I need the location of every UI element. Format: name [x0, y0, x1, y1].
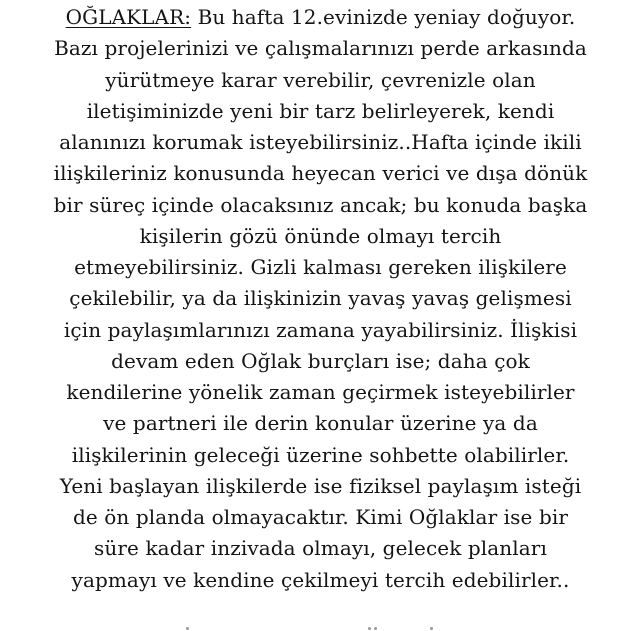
article-line: için paylaşımlarınızı zamana yayabilirsiniz. İlişkisi [63, 317, 578, 342]
article-line: çekilebilir, ya da ilişkinizin yavaş yavaş gelişmesi [69, 286, 572, 311]
article-line: bir süreç içinde olacaksınız ancak; bu konuda başka [53, 192, 588, 217]
sign-heading: OĞLAKLAR: [65, 5, 192, 29]
article-line: etmeyebilirsiniz. Gizli kalması gereken ilişkilere [74, 255, 567, 279]
article-line: alanınızı korumak isteyebilirsiniz..Hafta içinde ikili [59, 130, 582, 154]
article-line: de ön planda olmayacaktır. Kimi Oğlaklar ise bir [72, 505, 568, 529]
horoscope-article [0, 2, 641, 596]
article-line: iletişiminizde yeni bir tarz belirleyerek, kendi [86, 98, 555, 123]
article-line-1 [0, 2, 641, 33]
article-line: yürütmeye karar verebilir, çevrenizle olan [105, 67, 536, 92]
article-line: ve partneri ile derin konular üzerine ya da [103, 411, 538, 436]
article-line: Yeni başlayan ilişkilerde ise fiziksel paylaşım isteği [59, 473, 582, 498]
article-line: süre kadar inzivada olmayı, gelecek planları [94, 536, 547, 561]
cut-off-glyph [183, 626, 193, 631]
cut-off-next-line [0, 622, 641, 631]
article-line: yapmayı ve kendine çekilmeyi tercih edebilirler.. [71, 567, 570, 592]
article-line: devam eden Oğlak burçları ise; daha çok [111, 348, 530, 373]
article-line: Bazı projelerinizi ve çalışmalarınızı perde arkasında [54, 36, 587, 61]
article-line: kişilerin gözü önünde olmayı tercih [139, 223, 502, 248]
cut-off-glyph [368, 626, 378, 631]
article-line-1-text: Bu hafta 12.evinizde yeniay doğuyor. [191, 5, 576, 29]
cut-off-glyph [428, 626, 438, 631]
article-line: ilişkileriniz konusunda heyecan verici ve dışa dönük [53, 161, 588, 186]
article-line: kendilerine yönelik zaman geçirmek isteyebilirler [66, 380, 575, 404]
article-line: ilişkilerinin geleceği üzerine sohbette olabilirler. [71, 442, 570, 467]
